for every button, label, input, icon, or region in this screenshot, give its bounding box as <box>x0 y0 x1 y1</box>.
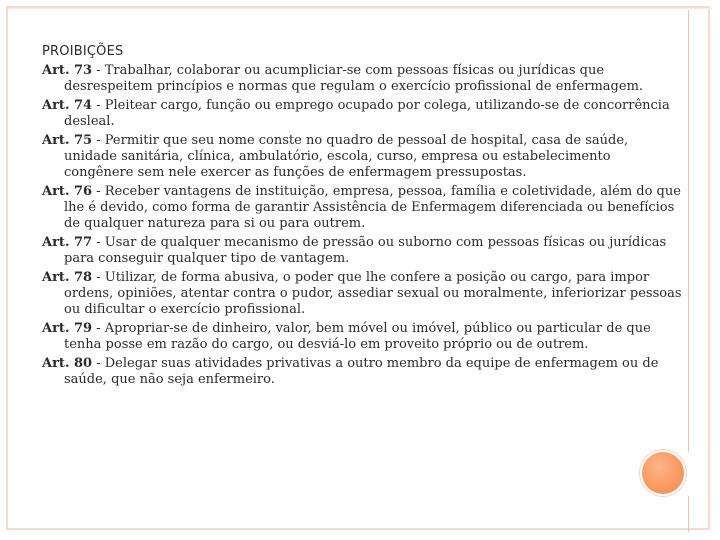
article-label: Art. 73 <box>42 63 93 78</box>
article-76 <box>42 184 682 232</box>
article-73 <box>42 63 682 95</box>
article-label: Art. 74 <box>42 98 93 113</box>
article-label: Art. 77 <box>42 235 93 250</box>
section-heading: PROIBIÇÕES <box>42 44 124 59</box>
article-text: - Delegar suas atividades privativas a outro membro da equipe de enfermagem ou de saúde, que não seja enfermeiro. <box>64 356 659 387</box>
accent-circle-decoration <box>642 452 684 494</box>
article-text: - Receber vantagens de instituição, empresa, pessoa, família e coletividade, além do que lhe é devido, como forma de garantir Assistência de Enfermagem diferenciada ou benefícios de qualquer natureza para si ou para outrem. <box>64 184 681 231</box>
article-text: - Utilizar, de forma abusiva, o poder que lhe confere a posição ou cargo, para impor ordens, opiniões, atentar contra o pudor, assediar sexual ou moralmente, inferiorizar pessoas ou dificultar o exercício profissional. <box>64 270 682 317</box>
article-label: Art. 78 <box>42 270 93 285</box>
right-decorative-rule-lower <box>688 496 689 532</box>
article-77 <box>42 235 682 267</box>
frame-top-rule <box>8 8 712 9</box>
article-78 <box>42 270 682 318</box>
article-text: - Apropriar-se de dinheiro, valor, bem móvel ou imóvel, público ou particular de que tenha posse em razão do cargo, ou desviá-lo em proveito próprio ou de outrem. <box>64 321 651 352</box>
article-text: - Pleitear cargo, função ou emprego ocupado por colega, utilizando-se de concorrência desleal. <box>64 98 670 129</box>
article-text: - Usar de qualquer mecanismo de pressão ou suborno com pessoas físicas ou jurídicas para conseguir qualquer tipo de vantagem. <box>64 235 667 266</box>
article-label: Art. 75 <box>42 133 93 148</box>
article-74 <box>42 98 682 130</box>
article-80 <box>42 356 682 388</box>
right-decorative-rule <box>688 10 689 452</box>
article-text: - Trabalhar, colaborar ou acumpliciar-se com pessoas físicas ou jurídicas que desrespeitem princípios e normas que regulam o exercício profissional de enfermagem. <box>64 63 644 94</box>
article-79 <box>42 321 682 353</box>
article-label: Art. 79 <box>42 321 93 336</box>
article-label: Art. 80 <box>42 356 93 371</box>
article-text: - Permitir que seu nome conste no quadro de pessoal de hospital, casa de saúde, unidade sanitária, clínica, ambulatório, escola, curso, empresa ou estabelecimento congênere sem nele exercer as funções de enfermagem pressupostas. <box>64 133 629 180</box>
slide-content <box>42 44 682 391</box>
article-label: Art. 76 <box>42 184 93 199</box>
article-75 <box>42 133 682 181</box>
